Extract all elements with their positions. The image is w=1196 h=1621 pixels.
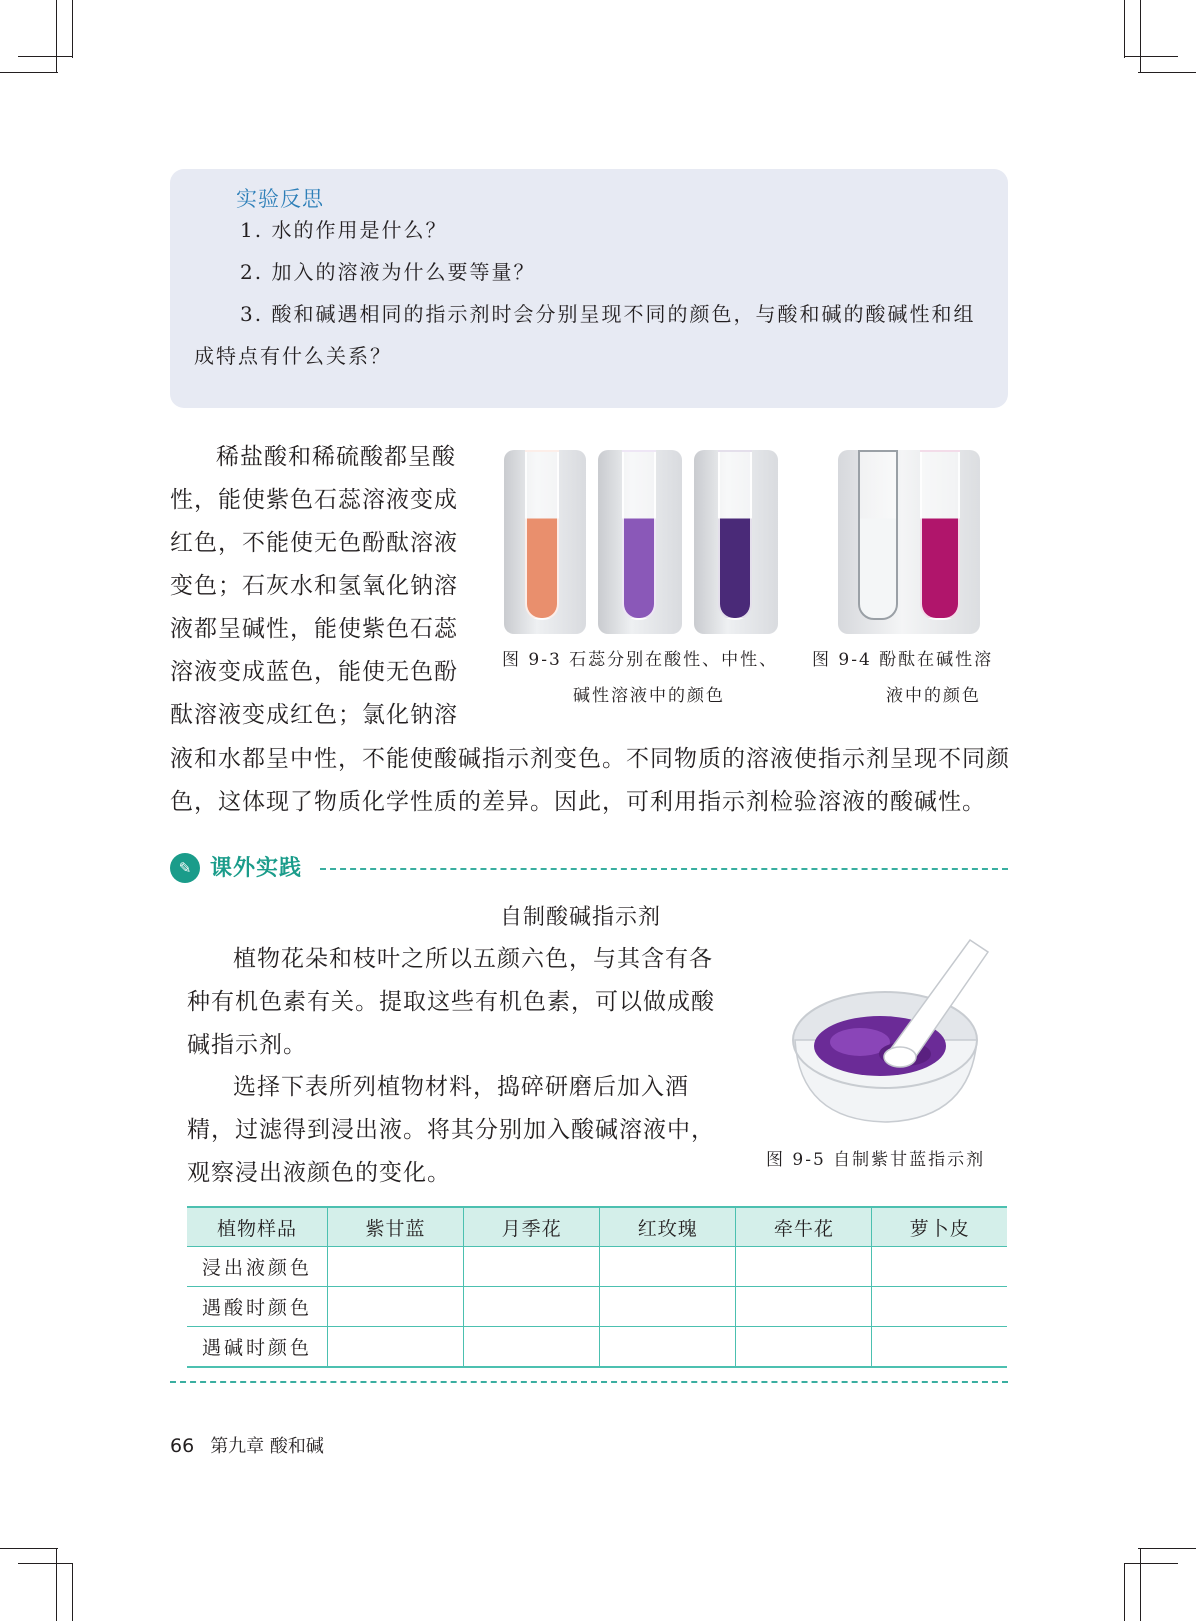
reflection-question-2: 2. 加入的溶液为什么要等量？ xyxy=(240,260,536,284)
table-cell xyxy=(600,1327,736,1368)
crop-mark xyxy=(18,56,72,57)
reflection-title: 实验反思 xyxy=(236,187,324,211)
figure-9-3-caption-line1: 图 9-3 石蕊分别在酸性、中性、 xyxy=(502,650,779,670)
test-tube-acid xyxy=(525,450,559,620)
table-cell xyxy=(328,1327,464,1368)
table-cell xyxy=(328,1247,464,1287)
crop-mark xyxy=(56,1548,57,1621)
table-cell xyxy=(736,1247,872,1287)
table-header: 紫甘蓝 xyxy=(328,1207,464,1247)
reflection-question-1: 1. 水的作用是什么？ xyxy=(240,218,448,242)
crop-mark xyxy=(0,72,58,73)
practice-icon: ✎ xyxy=(170,853,200,883)
table-row xyxy=(187,1327,1007,1368)
mortar-pestle-image xyxy=(790,930,1005,1130)
table-header: 月季花 xyxy=(464,1207,600,1247)
test-tube-neutral xyxy=(622,450,656,620)
row-label: 遇酸时颜色 xyxy=(187,1287,328,1327)
table-header: 牵牛花 xyxy=(736,1207,872,1247)
paragraph-indicator-conclusion: 液和水都呈中性，不能使酸碱指示剂变色。不同物质的溶液使指示剂呈现不同颜色，这体现了物质化学性质的差异。因此，可利用指示剂检验溶液的酸碱性。 xyxy=(170,746,1010,815)
table-cell xyxy=(736,1287,872,1327)
crop-mark xyxy=(1140,1548,1141,1621)
crop-mark xyxy=(1138,1548,1196,1549)
crop-mark xyxy=(1124,0,1125,58)
table-cell xyxy=(464,1247,600,1287)
crop-mark xyxy=(56,0,57,72)
activity-paragraph-2: 选择下表所列植物材料，捣碎研磨后加入酒精，过滤得到浸出液。将其分别加入酸碱溶液中，观察浸出液颜色的变化。 xyxy=(187,1074,715,1186)
crop-mark xyxy=(1124,56,1178,57)
table-header: 萝卜皮 xyxy=(872,1207,1007,1247)
figure-9-5-caption: 图 9-5 自制紫甘蓝指示剂 xyxy=(766,1150,986,1170)
table-cell xyxy=(872,1327,1007,1368)
crop-mark xyxy=(18,1563,72,1564)
figure-9-4-caption-line1: 图 9-4 酚酞在碱性溶 xyxy=(812,650,994,670)
chapter-title: 第九章 酸和碱 xyxy=(210,1436,324,1457)
section-divider xyxy=(320,868,1008,870)
test-tube-clear xyxy=(858,450,898,620)
table-header: 植物样品 xyxy=(187,1207,328,1247)
crop-mark xyxy=(1124,1563,1125,1621)
plant-indicator-table xyxy=(187,1206,1007,1368)
crop-mark xyxy=(1124,1563,1178,1564)
activity-title: 自制酸碱指示剂 xyxy=(500,905,662,930)
crop-mark xyxy=(72,0,73,58)
crop-mark xyxy=(72,1563,73,1621)
reflection-question-3: 3. 酸和碱遇相同的指示剂时会分别呈现不同的颜色，与酸和碱的酸碱性和组成特点有什么关系？ xyxy=(194,302,976,368)
section-header xyxy=(170,851,1010,887)
figure-9-4-caption-line2: 液中的颜色 xyxy=(886,686,981,706)
crop-mark xyxy=(0,1548,58,1549)
table-cell xyxy=(600,1287,736,1327)
page-number: 66 xyxy=(170,1435,195,1457)
row-label: 遇碱时颜色 xyxy=(187,1327,328,1368)
section-end-divider xyxy=(170,1381,1008,1383)
crop-mark xyxy=(1140,0,1141,72)
table-cell xyxy=(872,1247,1007,1287)
table-row xyxy=(187,1247,1007,1287)
test-tube-pink xyxy=(920,450,960,620)
table-cell xyxy=(464,1287,600,1327)
figure-9-3-caption-line2: 碱性溶液中的颜色 xyxy=(573,686,725,706)
section-label: 课外实践 xyxy=(210,856,303,881)
table-cell xyxy=(872,1287,1007,1327)
table-cell xyxy=(328,1287,464,1327)
table-cell xyxy=(464,1327,600,1368)
table-cell xyxy=(736,1327,872,1368)
crop-mark xyxy=(1138,72,1196,73)
table-row xyxy=(187,1287,1007,1327)
page-footer xyxy=(170,1432,324,1458)
test-tube-base xyxy=(718,450,752,620)
table-cell xyxy=(600,1247,736,1287)
activity-paragraph-1: 植物花朵和枝叶之所以五颜六色，与其含有各种有机色素有关。提取这些有机色素，可以做成酸碱指示剂。 xyxy=(187,946,715,1058)
table-header: 红玫瑰 xyxy=(600,1207,736,1247)
row-label: 浸出液颜色 xyxy=(187,1247,328,1287)
paragraph-indicator-colors: 稀盐酸和稀硫酸都呈酸性，能使紫色石蕊溶液变成红色，不能使无色酚酞溶液变色；石灰水和氢氧化钠溶液都呈碱性，能使紫色石蕊溶液变成蓝色，能使无色酚酞溶液变成红色；氯化钠溶 xyxy=(170,444,458,728)
reflection-box xyxy=(170,169,1008,408)
table-header-row xyxy=(187,1207,1007,1247)
